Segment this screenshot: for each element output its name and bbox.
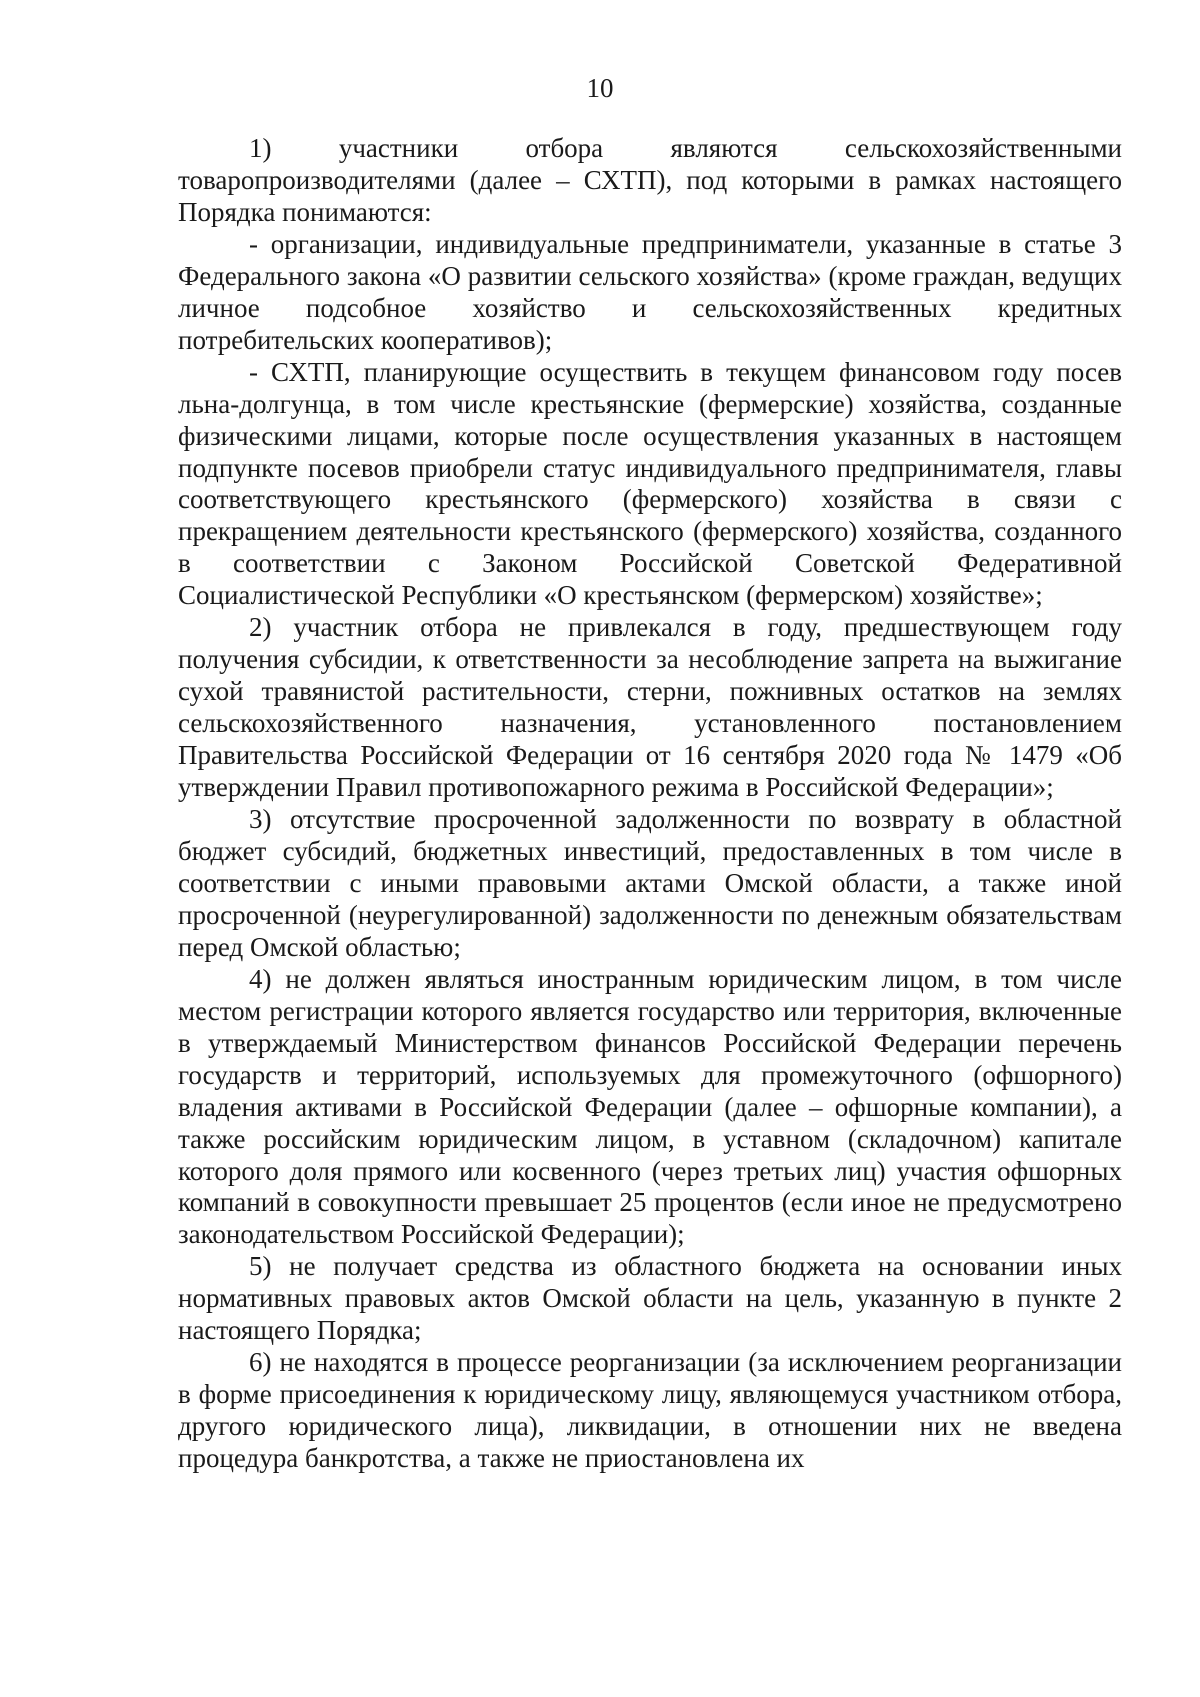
- paragraph-4-offshore: 4) не должен являться иностранным юридическим лицом, в том числе местом регистрации которого является государство или территория, включенные в утверждаемый Министерством финансов Российской Федерации перечень государств и территорий, используемых для промежуточного (офшорного) владения активами в Российской Федерации (далее – офшорные компании), а также российским юридическим лицом, в уставном (складочном) капитале которого доля прямого или косвенного (через третьих лиц) участия офшорных компаний в совокупности превышает 25 процентов (если иное не предусмотрено законодательством Российской Федерации);: [178, 963, 1122, 1250]
- paragraph-organizations: - организации, индивидуальные предприниматели, указанные в статье 3 Федерального закона «О развитии сельского хозяйства» (кроме граждан, ведущих личное подсобное хозяйство и сельскохозяйственных кредитных потребительских кооперативов);: [178, 228, 1122, 355]
- paragraph-3-no-debt: 3) отсутствие просроченной задолженности по возврату в областной бюджет субсидий, бюджетных инвестиций, предоставленных в том числе в соответствии с иными правовыми актами Омской области, а также иной просроченной (неурегулированной) задолженности по денежным обязательствам перед Омской областью;: [178, 804, 1122, 962]
- paragraph-6-reorganization: 6) не находятся в процессе реорганизации (за исключением реорганизации в форме присоединения к юридическому лицу, являющемуся участником отбора, другого юридического лица), ликвидации, в отношении них не введена процедура банкротства, а также не приостановлена их: [178, 1347, 1122, 1474]
- paragraph-2-fire-regime: 2) участник отбора не привлекался в году, предшествующем году получения субсидии, к ответственности за несоблюдение запрета на выжигание сухой травянистой растительности, стерни, пожнивных остатков на землях сельскохозяйственного назначения, установленного постановлением Правительства Российской Федерации от 16 сентября 2020 года № 1479 «Об утверждении Правил противопожарного режима в Российской Федерации»;: [178, 612, 1122, 803]
- document-body: [178, 133, 1122, 1475]
- paragraph-5-no-other-funds: 5) не получает средства из областного бюджета на основании иных нормативных правовых актов Омской области на цель, указанную в пункте 2 настоящего Порядка;: [178, 1251, 1122, 1346]
- paragraph-1-participants: 1) участники отбора являются сельскохозяйственными товаропроизводителями (далее – СХТП), под которыми в рамках настоящего Порядка понимаются:: [178, 133, 1122, 227]
- paragraph-sxtp-flax: - СХТП, планирующие осуществить в текущем финансовом году посев льна-долгунца, в том числе крестьянские (фермерские) хозяйства, созданные физическими лицами, которые после осуществления указанных в настоящем подпункте посевов приобрели статус индивидуального предпринимателя, главы соответствующего крестьянского (фермерского) хозяйства в связи с прекращением деятельности крестьянского (фермерского) хозяйства, созданного в соответствии с Законом Российской Советской Федеративной Социалистической Республики «О крестьянском (фермерском) хозяйстве»;: [178, 356, 1122, 611]
- page-number: 10: [586, 73, 614, 103]
